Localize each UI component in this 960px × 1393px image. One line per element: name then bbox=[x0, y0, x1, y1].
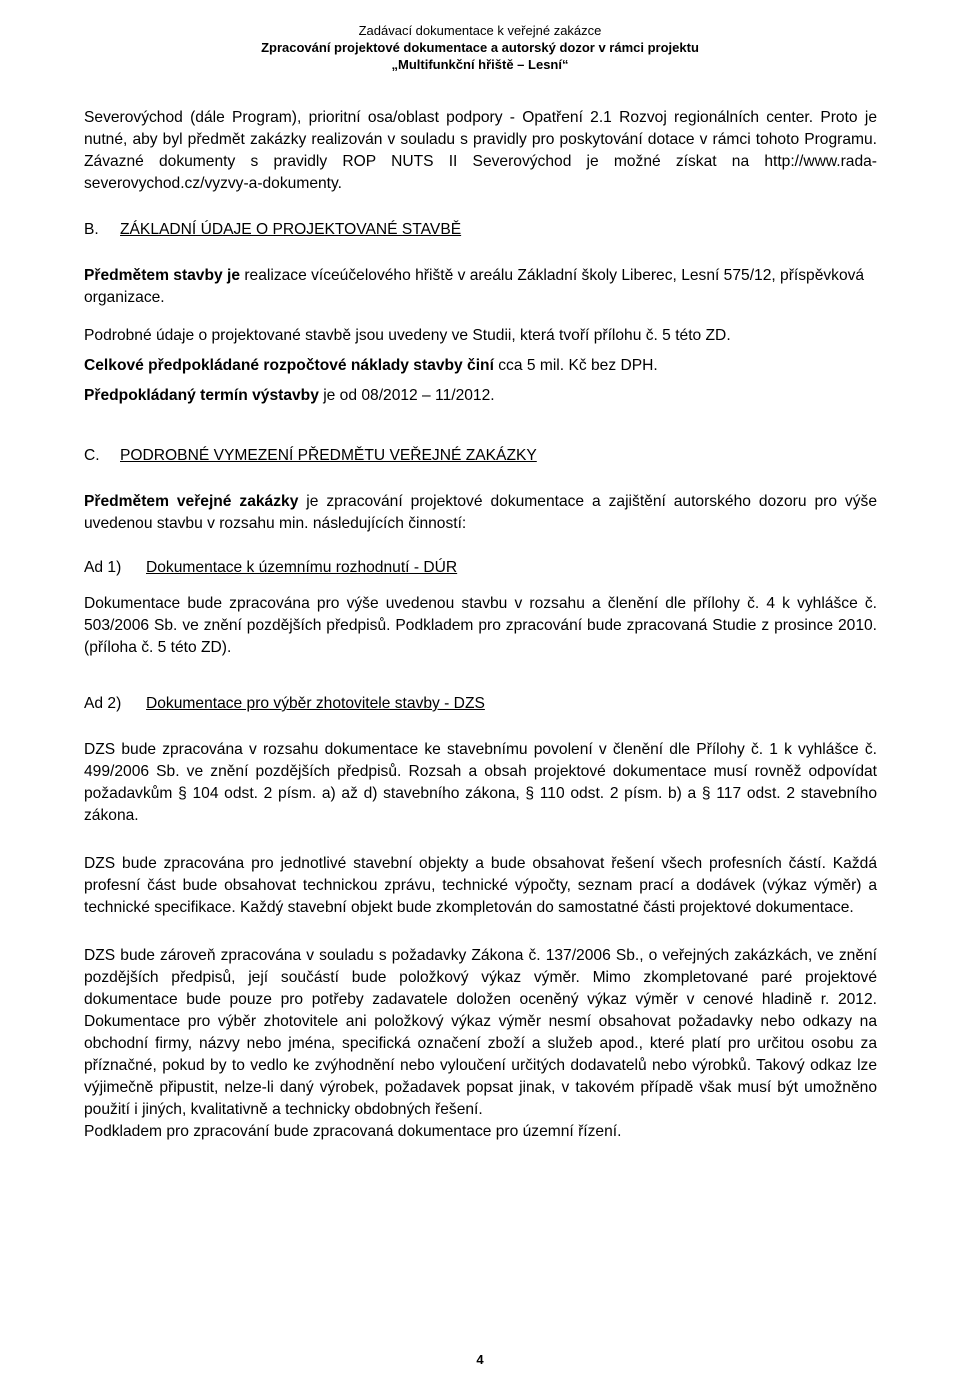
ad2-title: Dokumentace pro výběr zhotovitele stavby - DZS bbox=[146, 695, 485, 712]
section-b-paragraph-1 bbox=[84, 265, 877, 309]
section-b-heading bbox=[84, 219, 877, 241]
page-number: 4 bbox=[476, 1352, 484, 1367]
ad2-number: Ad 2) bbox=[84, 695, 122, 712]
ad2-paragraph-3: DZS bude zároveň zpracována v souladu s požadavky Zákona č. 137/2006 Sb., o veřejných zakázkách, ve znění pozdějších předpisů, její součástí bude položkový výkaz výměr. Mimo zkompletované paré projektové dokumentace bude pouze pro potřeby zadavatele doložen oceněný výkaz výměr v cenové hladině r. 2012. Dokumentace pro výběr zhotovitele ani položkový výkaz výměr nesmí obsahovat požadavky nebo odkazy na obchodní firmy, názvy nebo jména, specifická označení zboží a služeb apod., které platí pro určitou osobu za příznačné, pokud by to vedlo ke zvýhodnění nebo vyloučení určitých dodavatelů nebo výrobků. Takový odkaz lze výjimečně připustit, nelze-li daný výrobek, požadavek popsat jinak, v takovém případě však musí být umožněno použití i jiných, kvalitativně a technicky obdobných řešení. bbox=[84, 947, 877, 1118]
section-b-paragraph-2: Podrobné údaje o projektované stavbě jsou uvedeny ve Studii, která tvoří přílohu č. 5 této ZD. bbox=[84, 327, 731, 344]
section-b-p1-bold: Předmětem stavby je bbox=[84, 267, 241, 284]
header-line-2: Zpracování projektové dokumentace a autorský dozor v rámci projektu bbox=[261, 40, 699, 55]
section-c-heading bbox=[84, 445, 877, 467]
ad1-title: Dokumentace k územnímu rozhodnutí - DÚR bbox=[146, 559, 458, 576]
ad2-heading bbox=[84, 693, 877, 715]
section-b-p1-text: realizace víceúčelového hřiště v areálu Základní školy Liberec, Lesní 575/12, příspěvková organizace. bbox=[84, 267, 865, 306]
ad1-heading bbox=[84, 557, 877, 579]
section-c-p1-text: je zpracování projektové dokumentace a zajištění autorského dozoru pro výše uvedenou stavbu v rozsahu min. následujících činností: bbox=[84, 493, 877, 532]
section-c-paragraph-1 bbox=[84, 491, 877, 535]
header-line-3: „Multifunkční hřiště – Lesní“ bbox=[391, 57, 569, 72]
ad2-paragraph-4: Podkladem pro zpracování bude zpracovaná dokumentace pro územní řízení. bbox=[84, 1123, 622, 1140]
header-line-1: Zadávací dokumentace k veřejné zakázce bbox=[358, 23, 602, 38]
section-b-number: B. bbox=[84, 221, 99, 238]
section-b-p3-bold: Celkové předpokládané rozpočtové náklady stavby činí bbox=[84, 357, 494, 374]
section-c-title: PODROBNÉ VYMEZENÍ PŘEDMĚTU VEŘEJNÉ ZAKÁZKY bbox=[120, 447, 537, 464]
section-b-title: ZÁKLADNÍ ÚDAJE O PROJEKTOVANÉ STAVBĚ bbox=[120, 221, 462, 238]
section-b-p4-text: je od 08/2012 – 11/2012. bbox=[318, 387, 495, 404]
ad2-paragraph-2: DZS bude zpracována pro jednotlivé stavební objekty a bude obsahovat řešení všech profesních částí. Každá profesní část bude obsahovat technickou zprávu, technické výpočty, seznam prací a dodávek (výkaz výměr) a technické specifikace. Každý stavební objekt bude zkompletován do samostatné části projektové dokumentace. bbox=[84, 855, 877, 916]
section-b-p3-text: cca 5 mil. Kč bez DPH. bbox=[493, 357, 658, 374]
section-c-number: C. bbox=[84, 447, 100, 464]
ad2-paragraph-1: DZS bude zpracována v rozsahu dokumentace ke stavebnímu povolení v členění dle Přílohy č. 1 k vyhlášce č. 499/2006 Sb. ve znění pozdějších předpisů. Rozsah a obsah projektové dokumentace musí rovněž odpovídat požadavkům § 104 odst. 2 písm. a) až d) stavebního zákona, § 110 odst. 2 písm. b) a § 117 odst. 2 stavebního zákona. bbox=[84, 741, 877, 824]
intro-text: Severovýchod (dále Program), prioritní osa/oblast podpory - Opatření 2.1 Rozvoj regionálních center. Proto je nutné, aby byl předmět zakázky realizován v souladu s pravidly pro poskytování dotace v rámci tohoto Programu. Závazné dokumenty s pravidly ROP NUTS II Severovýchod je možné získat na http://www. bbox=[84, 109, 877, 170]
ad1-number: Ad 1) bbox=[84, 559, 122, 576]
document-header bbox=[0, 22, 960, 73]
section-b-p4-bold: Předpokládaný termín výstavby bbox=[84, 387, 319, 404]
section-c-p1-bold: Předmětem veřejné zakázky bbox=[84, 493, 299, 510]
section-b-paragraph-3 bbox=[84, 355, 877, 377]
section-b-paragraph-4 bbox=[84, 385, 877, 407]
ad1-paragraph: Dokumentace bude zpracována pro výše uvedenou stavbu v rozsahu a členění dle přílohy č. 4 k vyhlášce č. 503/2006 Sb. ve znění pozdějších předpisů. Podkladem pro zpracování bude zpracovaná Studie z prosince 2010.(příloha č. 5 této ZD). bbox=[84, 595, 877, 656]
document-body bbox=[84, 107, 877, 1143]
intro-paragraph bbox=[84, 107, 877, 195]
intro-link[interactable]: rada-severovychod.cz/vyzvy-a-dokumenty. bbox=[84, 153, 877, 192]
